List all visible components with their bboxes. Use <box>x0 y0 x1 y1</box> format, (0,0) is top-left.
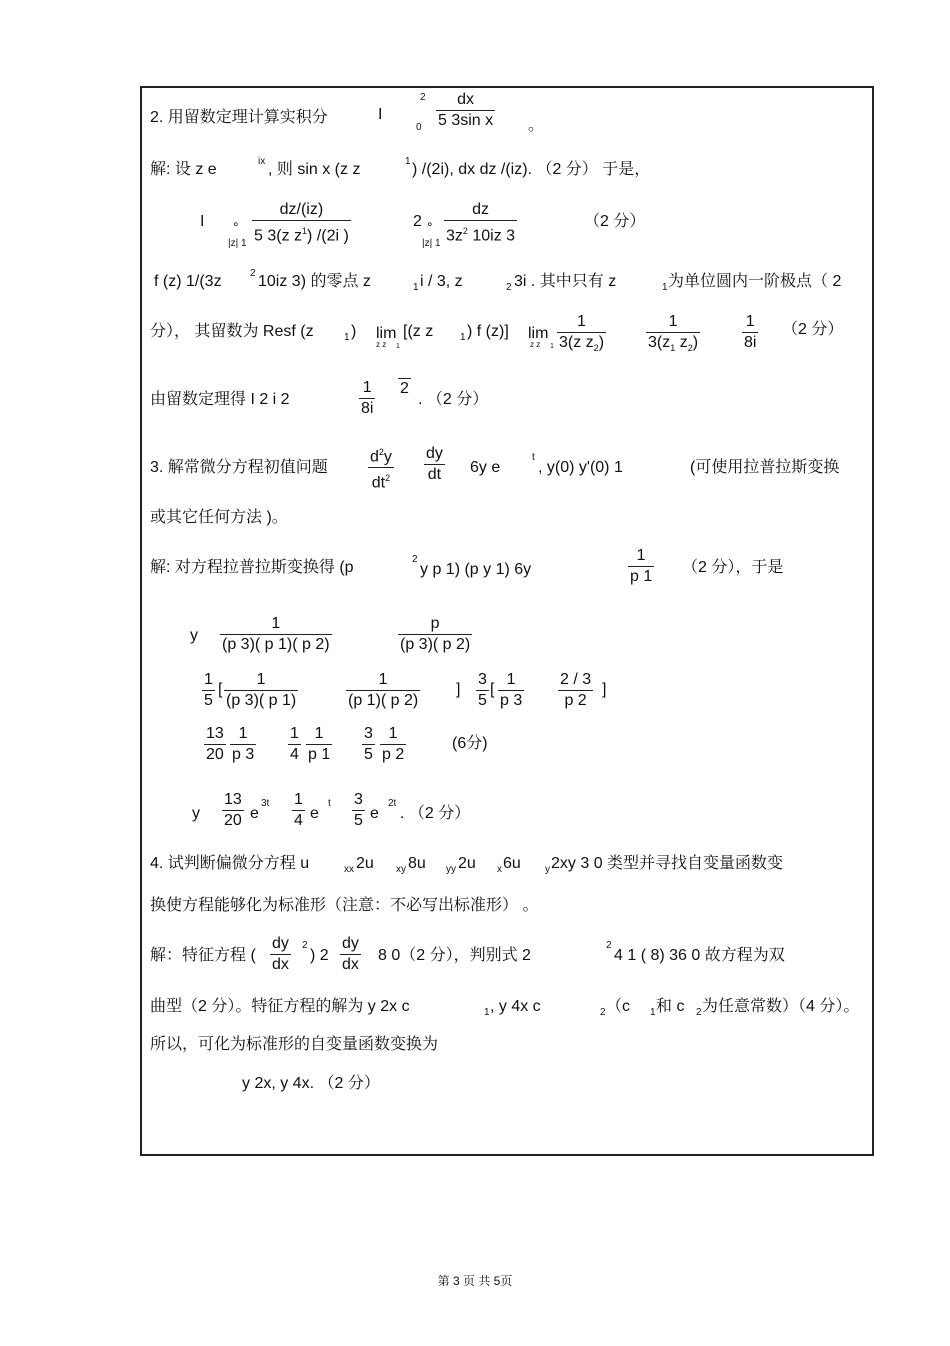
laplace-line: 解: 对方程拉普拉斯变换得 (p <box>150 559 354 576</box>
problem-4-question: 4. 试判断偏微分方程 u <box>150 855 310 872</box>
problem-3-question: 3. 解常微分方程初值问题 <box>150 459 328 476</box>
residue-fraction-3: 1 8i <box>744 313 757 351</box>
problem-2-question: 2. 用留数定理计算实积分 <box>150 109 328 126</box>
contour-fraction-1: dz/(iz) 5 3(z $z^1$) /(2i ) <box>254 201 349 245</box>
page-footer: 第 3 页 共 5页 <box>437 1274 513 1288</box>
ode-solution: y <box>192 805 200 822</box>
lower-limit: 0 <box>416 122 422 133</box>
final-transform: y 2x, y 4x. （2 分） <box>242 1075 380 1092</box>
contour-fraction-2: dz $3z^2$ 10iz 3 <box>446 201 516 245</box>
residue-fraction-1: 1 3(z $z_2$) <box>559 313 605 354</box>
result-fraction: 1 8i <box>361 379 374 417</box>
first-derivative: dy dt <box>426 445 443 483</box>
second-derivative: $d^2y$ $dt^2$ <box>370 447 392 492</box>
integrand-fraction: dx 5 3sin x <box>438 91 494 129</box>
result-fraction-pi: 2 <box>400 380 409 397</box>
ybar-term-2: p (p 3)( p 2) <box>400 615 471 653</box>
laplace-rhs: 1 p 1 <box>630 547 653 585</box>
residue-fraction-2: 1 $3(z_1$ $z_2$) <box>648 313 699 354</box>
ybar-term-1: 1 (p 3)( p 1)( p 2) <box>222 615 330 653</box>
integral-symbol: I <box>378 106 383 123</box>
solution-line: 解: 设 z e <box>150 161 217 178</box>
upper-limit: 2 <box>420 92 426 103</box>
